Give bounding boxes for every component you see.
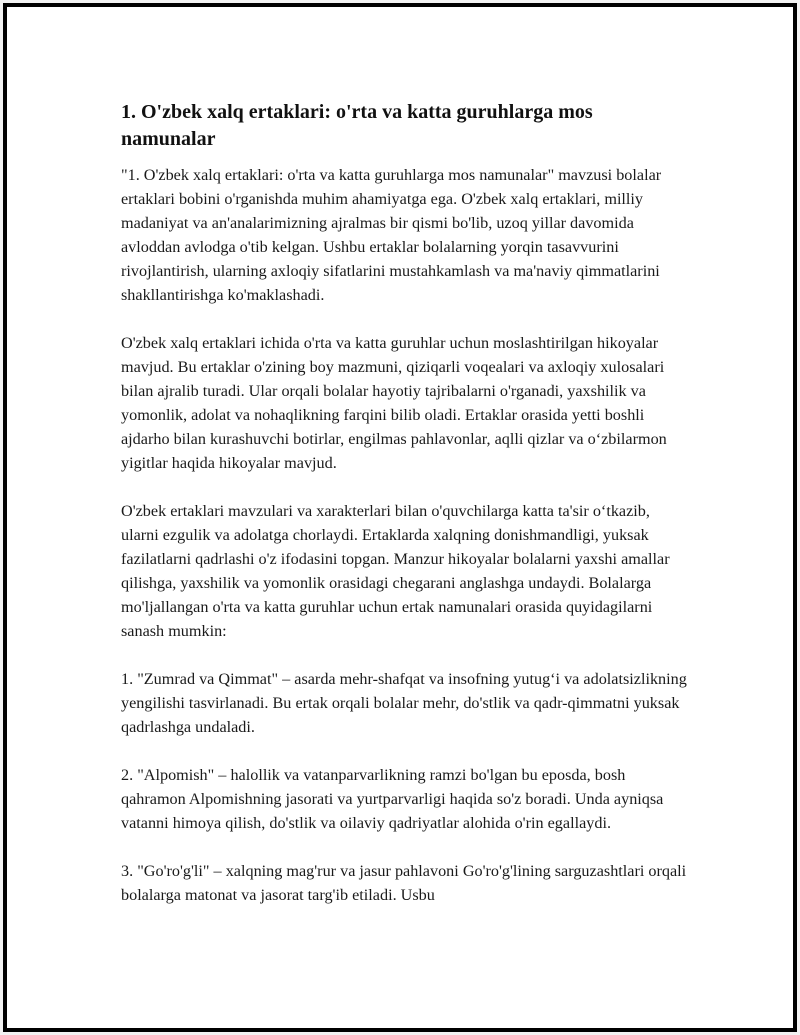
section-heading: 1. O'zbek xalq ertaklari: o'rta va katta guruhlarga mos namunalar [121,101,593,150]
paragraph-themes: O'zbek ertaklari mavzulari va xarakterlari bilan o'quvchilarga katta ta'sir o‘tkazib, ularni ezgulik va adolatga chorlaydi. Ertaklarda xalqning donishmandligi, yuksak fazilatlarni qadrlashi o'z ifodasini topgan. Manzur hikoyalar bolalarni yaxshi amallar qilishga, yaxshilik va yomonlik orasidagi chegarani anglashga undaydi. Bolalarga mo'ljallangan o'rta va katta guruhlar uchun ertak namunalari orasida quyidagilarni sanash mumkin: [121,502,670,640]
list-item-zumrad-qimmat: 1. "Zumrad va Qimmat" – asarda mehr-shafqat va insofning yutug‘i va adolatsizlikning yengilishi tasvirlanadi. Bu ertak orqali bolalar mehr, do'stlik va qadr-qimmatni yuksak qadrlashga undaladi. [121,670,687,736]
document-page [3,3,797,1032]
list-item-alpomish: 2. "Alpomish" – halollik va vatanparvarlikning ramzi bo'lgan bu eposda, bosh qahramon Alpomishning jasorati va yurtparvarligi haqida so'z boradi. Unda ayniqsa vatanni himoya qilish, do'stlik va oilaviy qadriyatlar alohida o'rin egallaydi. [121,766,664,832]
paragraph-intro: "1. O'zbek xalq ertaklari: o'rta va katta guruhlarga mos namunalar" mavzusi bolalar ertaklari bobini o'rganishda muhim ahamiyatga ega. O'zbek xalq ertaklari, milliy madaniyat va an'analarimizning ajralmas bir qismi bo'lib, uzoq yillar davomida avloddan avlodga o'tib kelgan. Ushbu ertaklar bolalarning yorqin tasavvurini rivojlantirish, ularning axloqiy sifatlarini mustahkamlash va ma'naviy qimmatlarini shakllantirishga ko'maklashadi. [121,166,662,304]
list-item-gorogli: 3. "Go'ro'g'li" – xalqning mag'rur va jasur pahlavoni Go'ro'g'lining sarguzashtlari orqali bolalarga matonat va jasorat targ'ib etiladi. Usbu [121,862,687,904]
paragraph-tales-overview: O'zbek xalq ertaklari ichida o'rta va katta guruhlar uchun moslashtirilgan hikoyalar mavjud. Bu ertaklar o'zining boy mazmuni, qiziqarli voqealari va axloqiy xulosalari bilan ajralib turadi. Ular orqali bolalar hayotiy tajribalarni o'rganadi, yaxshilik va yomonlik, adolat va nohaqlikning farqini bilib oladi. Ertaklar orasida yetti boshli ajdarho bilan kurashuvchi botirlar, engilmas pahlavonlar, aqlli qizlar va o‘zbilarmon yigitlar haqida hikoyalar mavjud. [121,334,667,472]
document-body [121,99,691,931]
